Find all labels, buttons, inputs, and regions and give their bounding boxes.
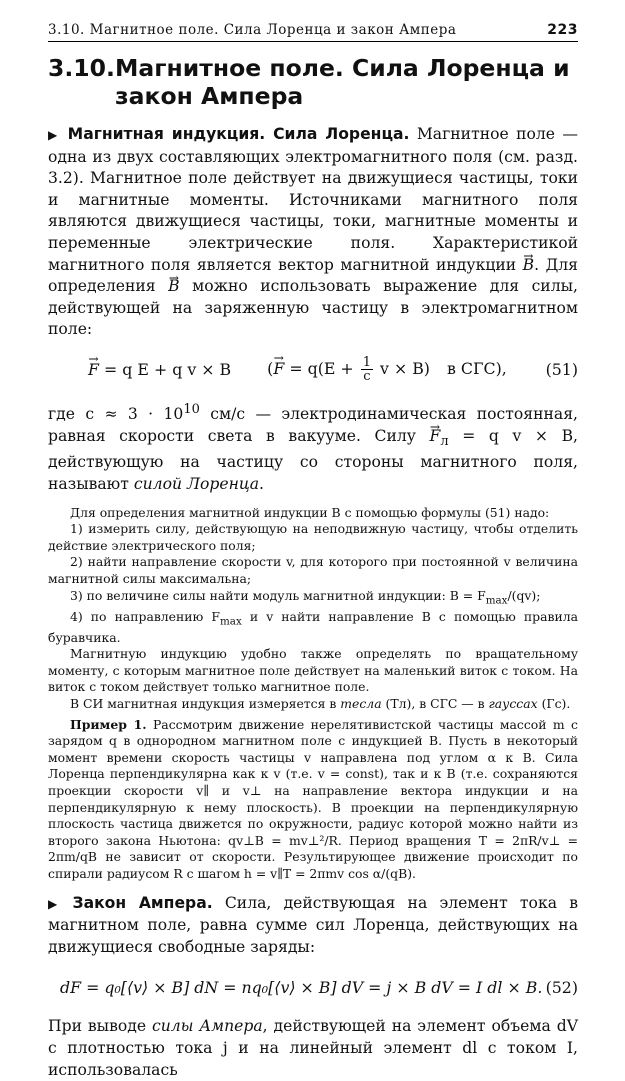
para1-body-a: Магнитное поле — одна из двух составляющих электромагнитного поля (см. разд. 3.2). Магнитное поле действует на движущиеся частицы, токи и магнитные моменты. Источниками магнитного поля являются движущиеся частицы, токи, магнитные моменты и переменные электрические поля. Характеристикой магнитного поля является вектор магнитной индукции (48, 125, 578, 274)
para2-c: = q v × B, действующую на частицу со стороны магнитного поля, называют (48, 426, 578, 494)
triangle-bullet-icon: ▶ (48, 896, 65, 911)
equation-52 (48, 964, 578, 1010)
vector-b: → B (168, 276, 179, 298)
para2-d: . (259, 475, 264, 494)
list-item-1: 1) измерить силу, действующую на неподвижную частицу, чтобы отделить действие электрического поля; (48, 521, 578, 553)
small-intro: Для определения магнитной индукции B с помощью формулы (51) надо: (70, 504, 550, 520)
item4-end: и v найти направление B с помощью правила буравчика. (48, 608, 578, 645)
para2-exp: 10 (183, 401, 200, 417)
item4-text: 4) по направлению F (70, 608, 220, 624)
para1-body-c: можно использовать выражение для силы, действующей на заряженную частицу в электромагнитном поле: (48, 277, 578, 339)
item3-end: /(qv); (507, 587, 541, 603)
vector-f: → F (88, 360, 99, 379)
eq51-gauss-b: v × B) (380, 359, 430, 379)
section-number: 3.10. (48, 54, 115, 82)
equation-51: → F = q E + q v × B (→ F = q(E + $\frac{1}{c}$ v × B) в СГС), (51) (48, 347, 578, 393)
fraction-1-over-c (361, 356, 373, 383)
vector-b: → B (523, 255, 534, 277)
page-number: 223 (547, 22, 578, 38)
vector-f: → F (273, 359, 284, 378)
running-head (48, 22, 578, 42)
equation-number-52: (52) (545, 977, 578, 997)
list-item-2: 2) найти направление скорости v, для которого при постоянной v величина магнитной силы максимальна; (48, 554, 578, 586)
lorentz-force-term: силой Лоренца (133, 475, 260, 494)
eq51-gauss-a: = q(E + (289, 359, 354, 379)
frac-num: 1 (362, 355, 371, 371)
small-print-block (48, 505, 578, 883)
paragraph-lorentz-force: где $c \approx 3 \cdot 10^{10}$ см/с — электродинамическая постоянная, равная скорости света в вакууме. Силу → $F_л = q$ v × B, действующую на частицу со стороны магнитного поля, называют силой Лоренца. (48, 399, 578, 496)
section-title: Магнитное поле. Сила Лоренца и закон Ампера (115, 54, 570, 110)
para4-a: При выводе (48, 1017, 147, 1036)
example-1 (48, 717, 578, 883)
units-gauss: гауссах (488, 696, 538, 712)
para2-a: где c ≈ 3 · 10 (48, 405, 184, 424)
ampere-force-term: силы Ампера (152, 1017, 263, 1036)
item3-text: 3) по величине силы найти модуль магнитной индукции: B = F (70, 587, 486, 603)
triangle-bullet-icon: ▶ (48, 128, 60, 142)
example-lead: Пример 1. (70, 716, 147, 732)
item4-sub: max (220, 615, 242, 628)
running-head-title: 3.10. Магнитное поле. Сила Лоренца и закон Ампера (48, 22, 457, 38)
paragraph-ampere-law (48, 893, 578, 959)
para2-b: см/с — электродинамическая постоянная, равная скорости света в вакууме. Силу (48, 405, 578, 445)
eq51-left: = q E + q v × B (104, 360, 232, 380)
moment-note: Магнитную индукцию удобно также определять по вращательному моменту, с которым магнитное поле действует на маленький виток с током. На виток с током действует только магнитное поле. (48, 646, 578, 695)
section-heading (48, 54, 578, 110)
paragraph-magnetic-induction (48, 124, 578, 341)
lead-ampere-law: Закон Ампера. (72, 893, 213, 912)
units-tesla: тесла (340, 696, 382, 712)
item3-sub: max (485, 594, 508, 607)
equation-number-51: (51) (545, 360, 578, 380)
units-a: В СИ магнитная индукция измеряется в (70, 696, 337, 712)
units-note (48, 696, 578, 713)
eq51-gauss-label: в СГС), (447, 359, 507, 379)
book-page (48, 22, 578, 1081)
list-item-4 (48, 609, 578, 647)
vector-f-lorentz: → F (430, 426, 441, 448)
units-b: (Тл), в СГС — в (385, 696, 485, 712)
list-item-3 (48, 588, 578, 609)
units-c: (Гс). (541, 696, 571, 712)
paragraph-ampere-force (48, 1016, 578, 1081)
para1-body-b: . Для определения (48, 255, 578, 296)
para3-body: Сила, действующая на элемент тока в магнитном поле, равна сумме сил Лоренца, действующих на движущиеся свободные заряды: (48, 893, 578, 956)
frac-den: c (363, 369, 371, 385)
example-text: Рассмотрим движение нерелятивистской частицы массой m с зарядом q в однородном магнитном поле с индукцией B. Пусть в некоторый момент времени скорость частицы v направлена под углом α к B. Сила Лоренца перпендикулярна как к v (т.е. v = const), так и к B (т.е. сохраняются проекции скорости v∥ и v⊥ на направление вектора индукции и на перпендикулярную к нему плоскость). В проекции на перпендикулярную плоскость частица движется по окружности, радиус которой можно найти из второго закона Ньютона: qv⊥B = mv⊥²/R. Период вращения T = 2πR/v⊥ = 2πm/qB не зависит от скорости. Результирующее движение происходит по спирали радиусом R с шагом h = v∥T = 2πmv cos α/(qB). (48, 716, 578, 882)
eq52-text: dF = q₀[⟨v⟩ × B] dN = nq₀[⟨v⟩ × B] dV = j × B dV = I dl × B. (60, 977, 543, 997)
lead-magnetic-induction: Магнитная индукция. Сила Лоренца. (67, 125, 410, 143)
para4-b: , действующей на элемент объема dV с плотностью тока j и на линейный элемент dl с током I, использовалась (48, 1017, 578, 1079)
